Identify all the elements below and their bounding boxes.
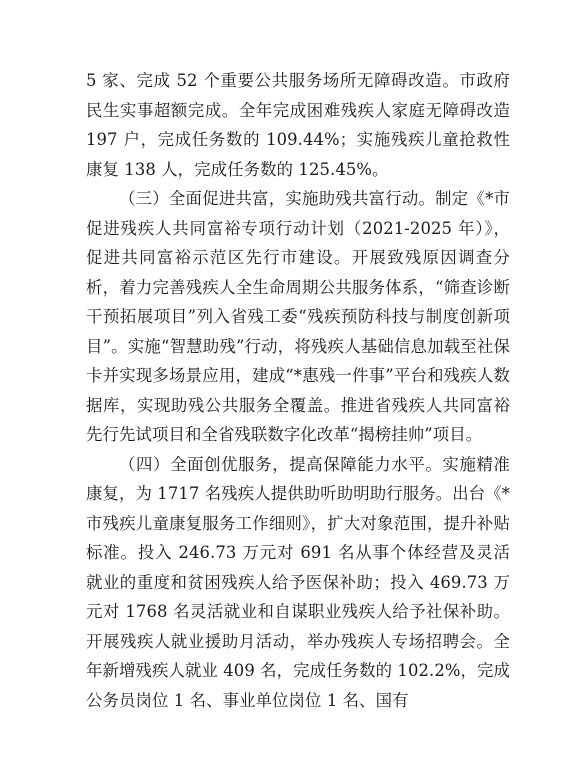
paragraph-continuation: 5 家、完成 52 个重要公共服务场所无障碍改造。市政府民生实事超额完成。全年完成困难残疾人家庭无障碍改造 197 户，完成任务数的 109.44%；实施残疾儿童抢救性康复 138 人，完成任务数的 125.45%。	[86, 71, 510, 179]
paragraph-section-3: （三）全面促进共富，实施助残共富行动。制定《*市促进残疾人共同富裕专项行动计划（2021-2025 年）》，促进共同富裕示范区先行市建设。开展致残原因调查分析，着力完善残疾人全生命周期公共服务体系，“筛查诊断干预拓展项目”列入省残工委“残疾预防科技与制度创新项目”。实施“智慧助残”行动，将残疾人基础信息加载至社保卡并实现多场景应用，建成“*惠残一件事”平台和残疾人数据库，实现助残公共服务全覆盖。推进省残疾人共同富裕先行先试项目和全省残联数字化改革“揭榜挂帅”项目。	[86, 189, 510, 444]
paragraph-section-4: （四）全面创优服务，提高保障能力水平。实施精准康复，为 1717 名残疾人提供助听助明助行服务。出台《*市残疾儿童康复服务工作细则》，扩大对象范围，提升补贴标准。投入 246.73 万元对 691 名从事个体经营及灵活就业的重度和贫困残疾人给予医保补助；投入 469.73 万元对 1768 名灵活就业和自谋职业残疾人给予社保补助。开展残疾人就业援助月活动，举办残疾人专场招聘会。全年新增残疾人就业 409 名，完成任务数的 102.2%，完成公务员岗位 1 名、事业单位岗位 1 名、国有	[86, 454, 510, 710]
document-body	[86, 66, 510, 715]
